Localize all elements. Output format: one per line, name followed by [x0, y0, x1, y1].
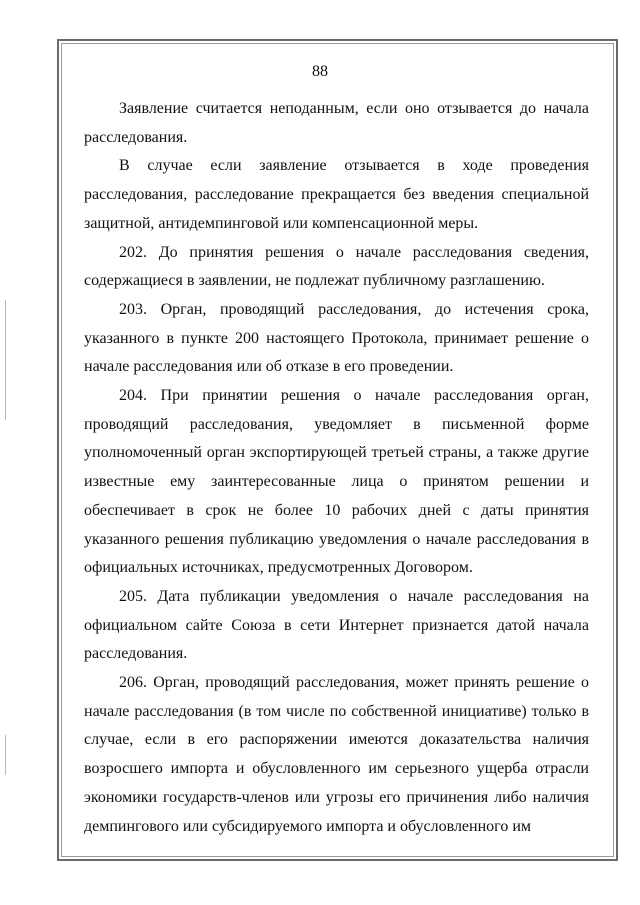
page-number: 88	[312, 63, 328, 80]
paragraph-204: 204. При принятии решения о начале расследования орган, проводящий расследования, уведомляет в письменной форме уполномоченный орган экспортирующей третьей страны, а также другие известные ему заинтересованные лица о принятом решении и обеспечивает в срок не более 10 рабочих дней с даты принятия указанного решения публикацию уведомления о начале расследования в официальных источниках, предусмотренных Договором.	[84, 387, 589, 577]
paragraph-206: 206. Орган, проводящий расследования, может принять решение о начале расследования (в том числе по собственной инициативе) только в случае, если в его распоряжении имеются доказательства наличия возросшего импорта и обусловленного им серьезного ущерба отрасли экономики государств-членов или угрозы его причинения либо наличия демпингового или субсидируемого импорта и обусловленного им	[84, 674, 589, 835]
paragraph-205: 205. Дата публикации уведомления о начале расследования на официальном сайте Союза в сети Интернет признается датой начала расследования.	[84, 587, 589, 663]
paragraph-withdrawn-application: Заявление считается неподанным, если оно отзывается до начала расследования.	[84, 100, 589, 146]
paragraph-withdrawal-during-investigation: В случае если заявление отзывается в ходе проведения расследования, расследование прекращается без введения специальной защитной, антидемпинговой или компенсационной меры.	[84, 157, 589, 232]
paragraph-202: 202. До принятия решения о начале расследования сведения, содержащиеся в заявлении, не подлежат публичному разглашению.	[84, 243, 589, 290]
document-body	[84, 95, 589, 841]
scan-edge-mark	[5, 300, 6, 420]
scan-edge-mark	[5, 735, 6, 775]
paragraph-203: 203. Орган, проводящий расследования, до истечения срока, указанного в пункте 200 настоящего Протокола, принимает решение о начале расследования или об отказе в его проведении.	[84, 300, 589, 376]
